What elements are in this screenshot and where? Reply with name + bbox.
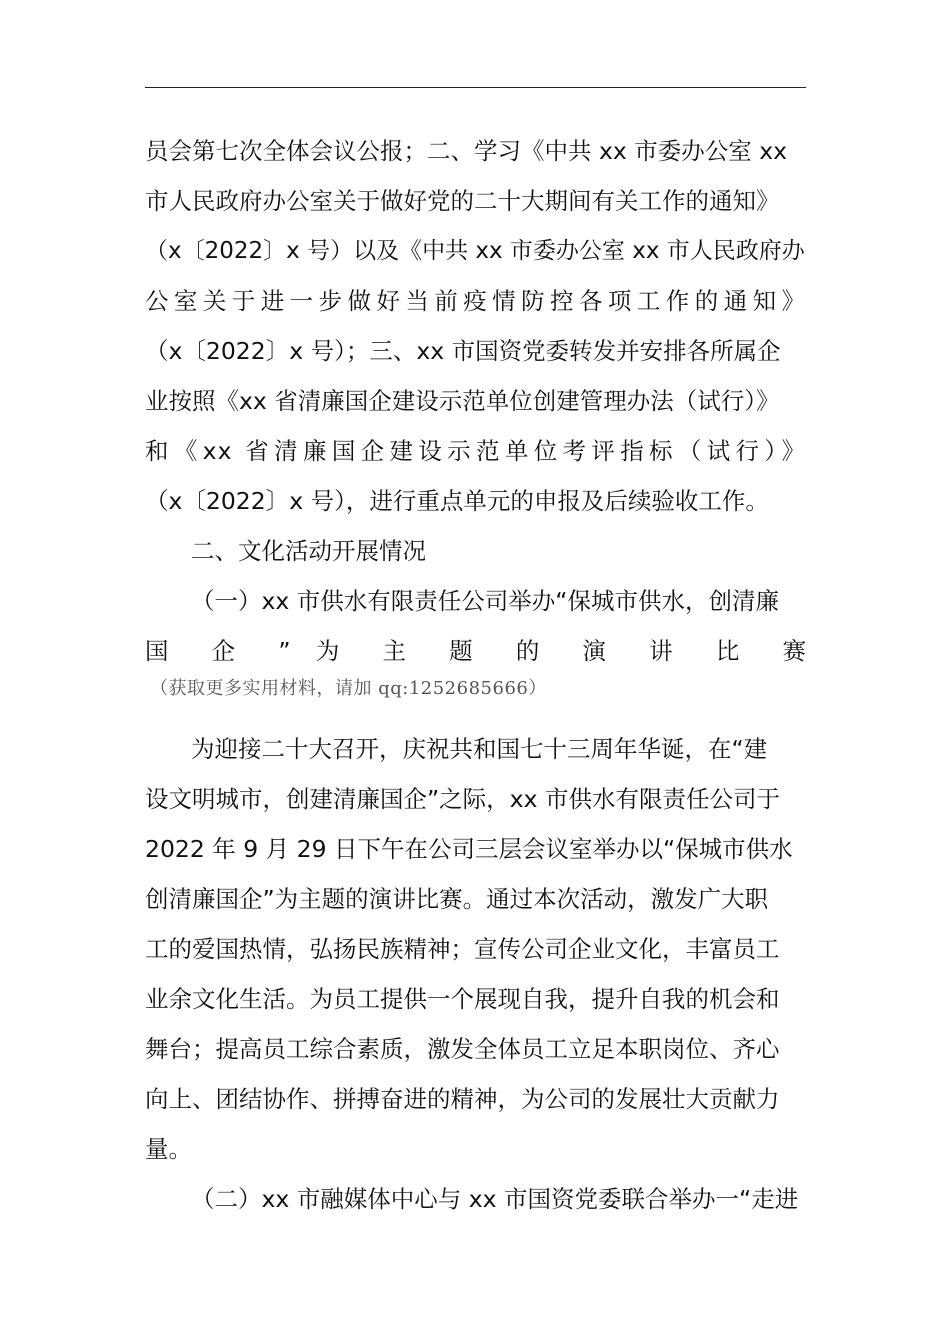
- paragraph-line: 业余文化生活。为员工提供一个展现自我，提升自我的机会和: [145, 985, 780, 1013]
- subsection-heading: （二）xx 市融媒体中心与 xx 市国资党委联合举办一“走进: [191, 1185, 799, 1213]
- paragraph-line: 舞台；提高员工综合素质，激发全体员工立足本职岗位、齐心: [145, 1035, 780, 1063]
- body-line: （x〔2022〕x 号）以及《中共 xx 市委办公室 xx 市人民政府办: [145, 238, 805, 264]
- body-line: （x〔2022〕x 号）；三、xx 市国资党委转发并安排各所属企: [145, 337, 781, 365]
- body-line: 业按照《xx 省清廉国企建设示范单位创建管理办法（试行）》: [145, 387, 780, 415]
- paragraph-line: 创清廉国企”为主题的演讲比赛。通过本次活动，激发广大职: [145, 885, 769, 913]
- paragraph-line: 2022 年 9 月 29 日下午在公司三层会议室举办以“保城市供水: [145, 835, 793, 863]
- body-line: 员会第七次全体会议公报；二、学习《中共 xx 市委办公室 xx: [145, 137, 788, 165]
- paragraph-line: 量。: [145, 1135, 192, 1163]
- body-line: （x〔2022〕x 号），进行重点单元的申报及后续验收工作。: [145, 487, 769, 515]
- subsection-heading: （一）xx 市供水有限责任公司举办“保城市供水，创清廉: [191, 587, 779, 615]
- paragraph-line: 向上、团结协作、拼搏奋进的精神，为公司的发展壮大贡献力: [145, 1085, 780, 1113]
- paragraph-line: 工的爱国热情，弘扬民族精神；宣传公司企业文化，丰富员工: [145, 935, 780, 963]
- subsection-heading-cont: 国 企 ” 为 主 题 的 演 讲 比 赛: [145, 637, 806, 665]
- header-rule: [145, 87, 806, 88]
- section-heading: 二、文化活动开展情况: [191, 537, 426, 565]
- paragraph-line: 为迎接二十大召开，庆祝共和国七十三周年华诞，在“建: [191, 735, 768, 763]
- promo-note: （获取更多实用材料，请加 qq:1252685666）: [150, 678, 547, 699]
- paragraph-line: 设文明城市，创建清廉国企”之际，xx 市供水有限责任公司于: [145, 785, 780, 813]
- body-line: 公室关于进一步做好当前疫情防控各项工作的通知》: [145, 287, 806, 315]
- body-line: 市人民政府办公室关于做好党的二十大期间有关工作的通知》: [145, 187, 780, 215]
- body-line: 和《xx 省清廉国企建设示范单位考评指标（试行）》: [145, 437, 806, 465]
